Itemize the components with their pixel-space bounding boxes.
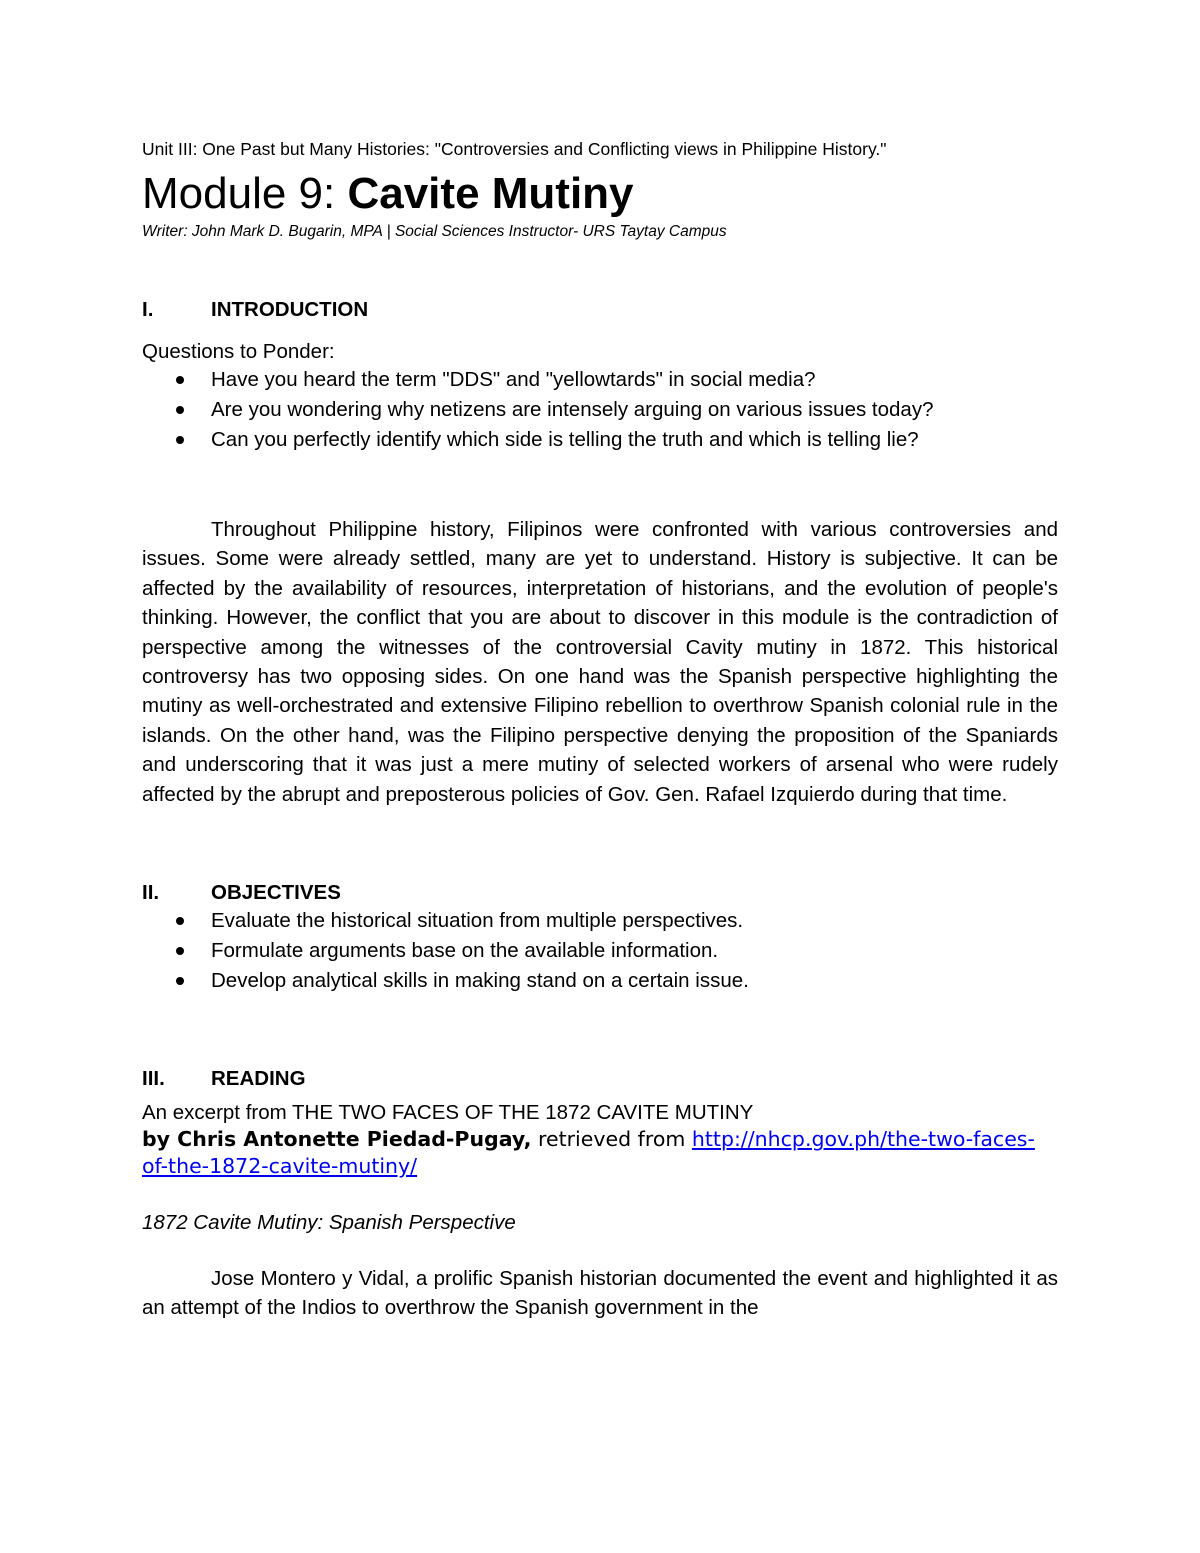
reading-subheading: 1872 Cavite Mutiny: Spanish Perspective — [142, 1211, 516, 1235]
list-item — [142, 395, 1058, 425]
reading-paragraph: Jose Montero y Vidal, a prolific Spanish historian documented the event and highlighted it as an attempt of the Indios to overthrow the Spanish government in the — [142, 1267, 1058, 1320]
bullet-icon — [176, 917, 184, 925]
questions-label: Questions to Ponder: — [142, 340, 335, 363]
list-item — [142, 966, 1058, 996]
section-number: I. — [142, 298, 154, 321]
module-name: Cavite Mutiny — [347, 169, 634, 218]
section-introduction-heading — [142, 297, 1058, 323]
module-title — [142, 168, 1058, 220]
author-name: by Chris Antonette Piedad-Pugay, — [142, 1127, 532, 1152]
question-text: Can you perfectly identify which side is telling the truth and which is telling lie? — [211, 428, 919, 451]
section-title: READING — [211, 1067, 306, 1091]
bullet-icon — [176, 406, 184, 414]
section-number: III. — [142, 1067, 165, 1091]
bullet-icon — [176, 436, 184, 444]
bullet-icon — [176, 376, 184, 384]
section-title: OBJECTIVES — [211, 881, 341, 905]
bullet-icon — [176, 977, 184, 985]
writer-line: Writer: John Mark D. Bugarin, MPA | Social Sciences Instructor- URS Taytay Campus — [142, 223, 727, 240]
list-item — [142, 425, 1058, 455]
unit-line: Unit III: One Past but Many Histories: "Controversies and Conflicting views in Philippine History." — [142, 139, 887, 159]
objectives-list — [142, 906, 1058, 996]
list-item — [142, 906, 1058, 936]
list-item — [142, 365, 1058, 395]
page-content — [142, 138, 1058, 1323]
module-prefix: Module 9: — [142, 169, 348, 218]
source-link[interactable]: http://nhcp.gov.ph/the-two-faces-of-the-1872-cavite-mutiny/ — [142, 1127, 1035, 1179]
section-reading-heading — [142, 1066, 1058, 1092]
section-objectives-heading — [142, 880, 1058, 906]
author-line — [142, 1126, 1058, 1180]
questions-list — [142, 365, 1058, 455]
section-title: INTRODUCTION — [211, 298, 369, 321]
bullet-icon — [176, 947, 184, 955]
question-text: Are you wondering why netizens are intensely arguing on various issues today? — [211, 398, 934, 421]
retrieved-text: retrieved from — [531, 1127, 692, 1152]
objective-text: Formulate arguments base on the available information. — [211, 939, 719, 963]
list-item — [142, 936, 1058, 966]
excerpt-line: An excerpt from THE TWO FACES OF THE 1872 CAVITE MUTINY — [142, 1101, 754, 1125]
section-number: II. — [142, 881, 160, 905]
question-text: Have you heard the term "DDS" and "yellowtards" in social media? — [211, 368, 816, 391]
introduction-paragraph: Throughout Philippine history, Filipinos were confronted with various controversies and issues. Some were already settled, many are yet to understand. History is subjective. It can be affected by the availability of resources, interpretation of historians, and the evolution of people's thinking. However, the conflict that you are about to discover in this module is the contradiction of perspective among the witnesses of the controversial Cavity mutiny in 1872. This historical controversy has two opposing sides. On one hand was the Spanish perspective highlighting the mutiny as well-orchestrated and extensive Filipino rebellion to overthrow Spanish colonial rule in the islands. On the other hand, was the Filipino perspective denying the proposition of the Spaniards and underscoring that it was just a mere mutiny of selected workers of arsenal who were rudely affected by the abrupt and preposterous policies of Gov. Gen. Rafael Izquierdo during that time. — [142, 518, 1058, 806]
objective-text: Evaluate the historical situation from multiple perspectives. — [211, 909, 744, 933]
objective-text: Develop analytical skills in making stand on a certain issue. — [211, 969, 749, 993]
